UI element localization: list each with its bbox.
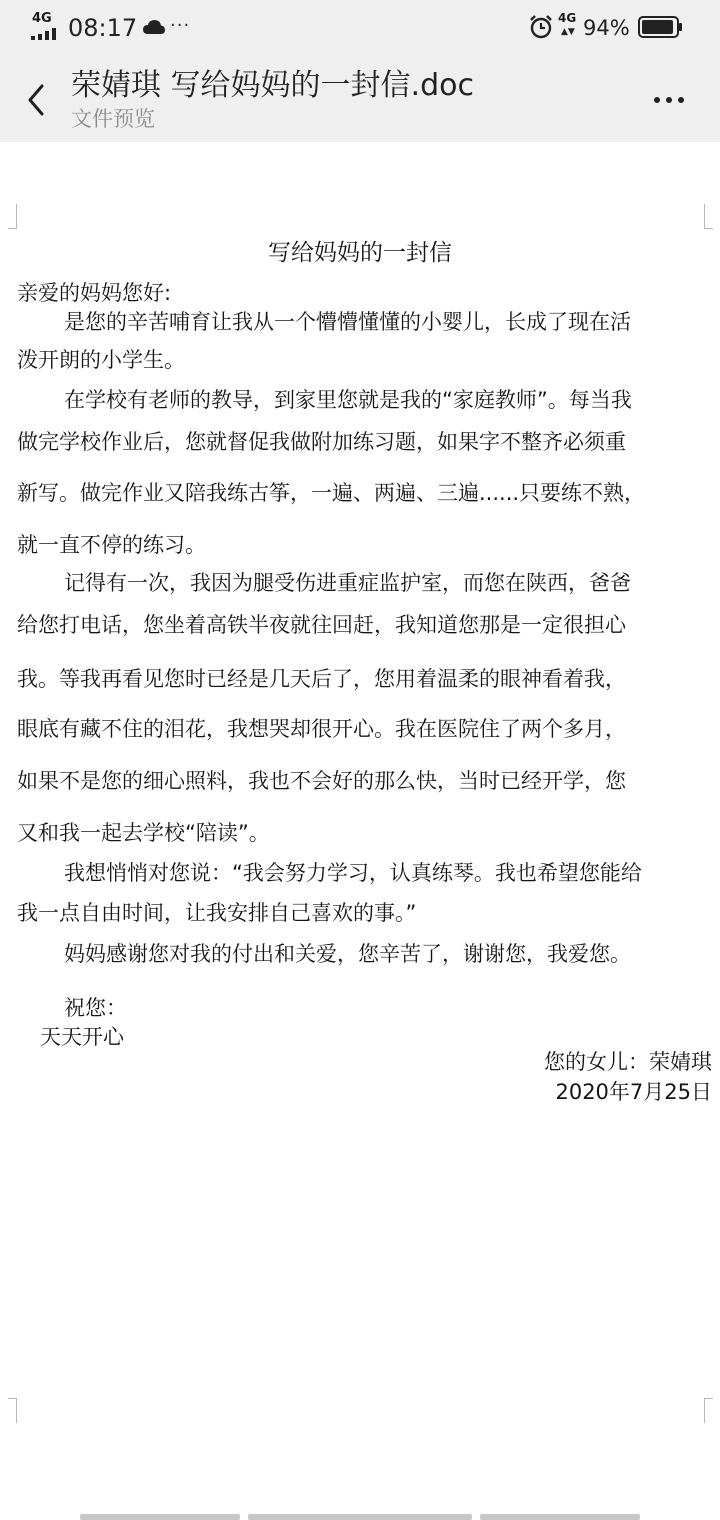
page-corner-mark xyxy=(8,204,17,229)
network-type-label: 4G xyxy=(558,11,577,25)
document-preview[interactable] xyxy=(0,142,720,1520)
paragraph-line: 妈妈感谢您对我的付出和关爱，您辛苦了，谢谢您，我爱您。 xyxy=(64,942,631,966)
paragraph-line: 新写。做完作业又陪我练古筝，一遍、两遍、三遍......只要练不熟， xyxy=(17,481,646,505)
paragraph-line: 我想悄悄对您说：“我会努力学习，认真练琴。我也希望您能给 xyxy=(64,861,642,885)
page-corner-mark xyxy=(8,1398,17,1423)
paragraph-line: 给您打电话，您坐着高铁半夜就往回赶，我知道您那是一定很担心 xyxy=(17,613,626,637)
clock-time: 08:17 xyxy=(68,14,138,42)
page-corner-mark xyxy=(704,204,713,229)
more-dots-icon[interactable] xyxy=(646,80,692,120)
paragraph-line: 是您的辛苦哺育让我从一个懵懵懂懂的小婴儿，长成了现在活 xyxy=(64,310,631,334)
paragraph-line: 在学校有老师的教导，到家里您就是我的“家庭教师”。每当我 xyxy=(64,388,632,412)
signal-icon xyxy=(30,12,62,40)
document-title: 写给妈妈的一封信 xyxy=(268,240,452,266)
paragraph-line: 泼开朗的小学生。 xyxy=(17,348,185,372)
paragraph-line: 做完学校作业后，您就督促我做附加练习题，如果字不整齐必须重 xyxy=(17,430,626,454)
closing-line: 天天开心 xyxy=(40,1025,124,1049)
file-subtitle: 文件预览 xyxy=(71,107,155,131)
mobile-data-icon: 4G ▲▼ xyxy=(558,11,577,37)
network-type-label: 4G xyxy=(32,11,52,26)
app-header xyxy=(0,56,720,142)
page-corner-mark xyxy=(704,1398,713,1423)
paragraph-line: 如果不是您的细心照料，我也不会好的那么快，当时已经开学，您 xyxy=(17,769,626,793)
gesture-navigation-bar[interactable] xyxy=(80,1514,640,1520)
closing-line: 祝您： xyxy=(64,996,127,1020)
battery-percent: 94% xyxy=(583,16,630,40)
paragraph-line: 我。等我再看见您时已经是几天后了，您用着温柔的眼神看着我， xyxy=(17,667,626,691)
greeting: 亲爱的妈妈您好: xyxy=(17,281,172,305)
file-title: 荣婧琪 写给妈妈的一封信.doc xyxy=(71,68,474,103)
status-bar xyxy=(0,0,720,56)
paragraph-line: 记得有一次，我因为腿受伤进重症监护室，而您在陕西，爸爸 xyxy=(64,571,631,595)
cloud-icon xyxy=(142,18,166,36)
back-chevron-icon[interactable] xyxy=(16,76,56,124)
paragraph-line: 就一直不停的练习。 xyxy=(17,533,206,557)
status-more-indicator: ··· xyxy=(170,15,191,36)
alarm-icon xyxy=(528,14,554,40)
signature: 您的女儿：荣婧琪 xyxy=(544,1050,712,1074)
letter-date: 2020年7月25日 xyxy=(555,1080,712,1104)
paragraph-line: 又和我一起去学校“陪读”。 xyxy=(17,821,270,845)
paragraph-line: 我一点自由时间，让我安排自己喜欢的事。” xyxy=(17,901,417,925)
paragraph-line: 眼底有藏不住的泪花，我想哭却很开心。我在医院住了两个多月， xyxy=(17,717,626,741)
battery-icon xyxy=(638,16,684,38)
